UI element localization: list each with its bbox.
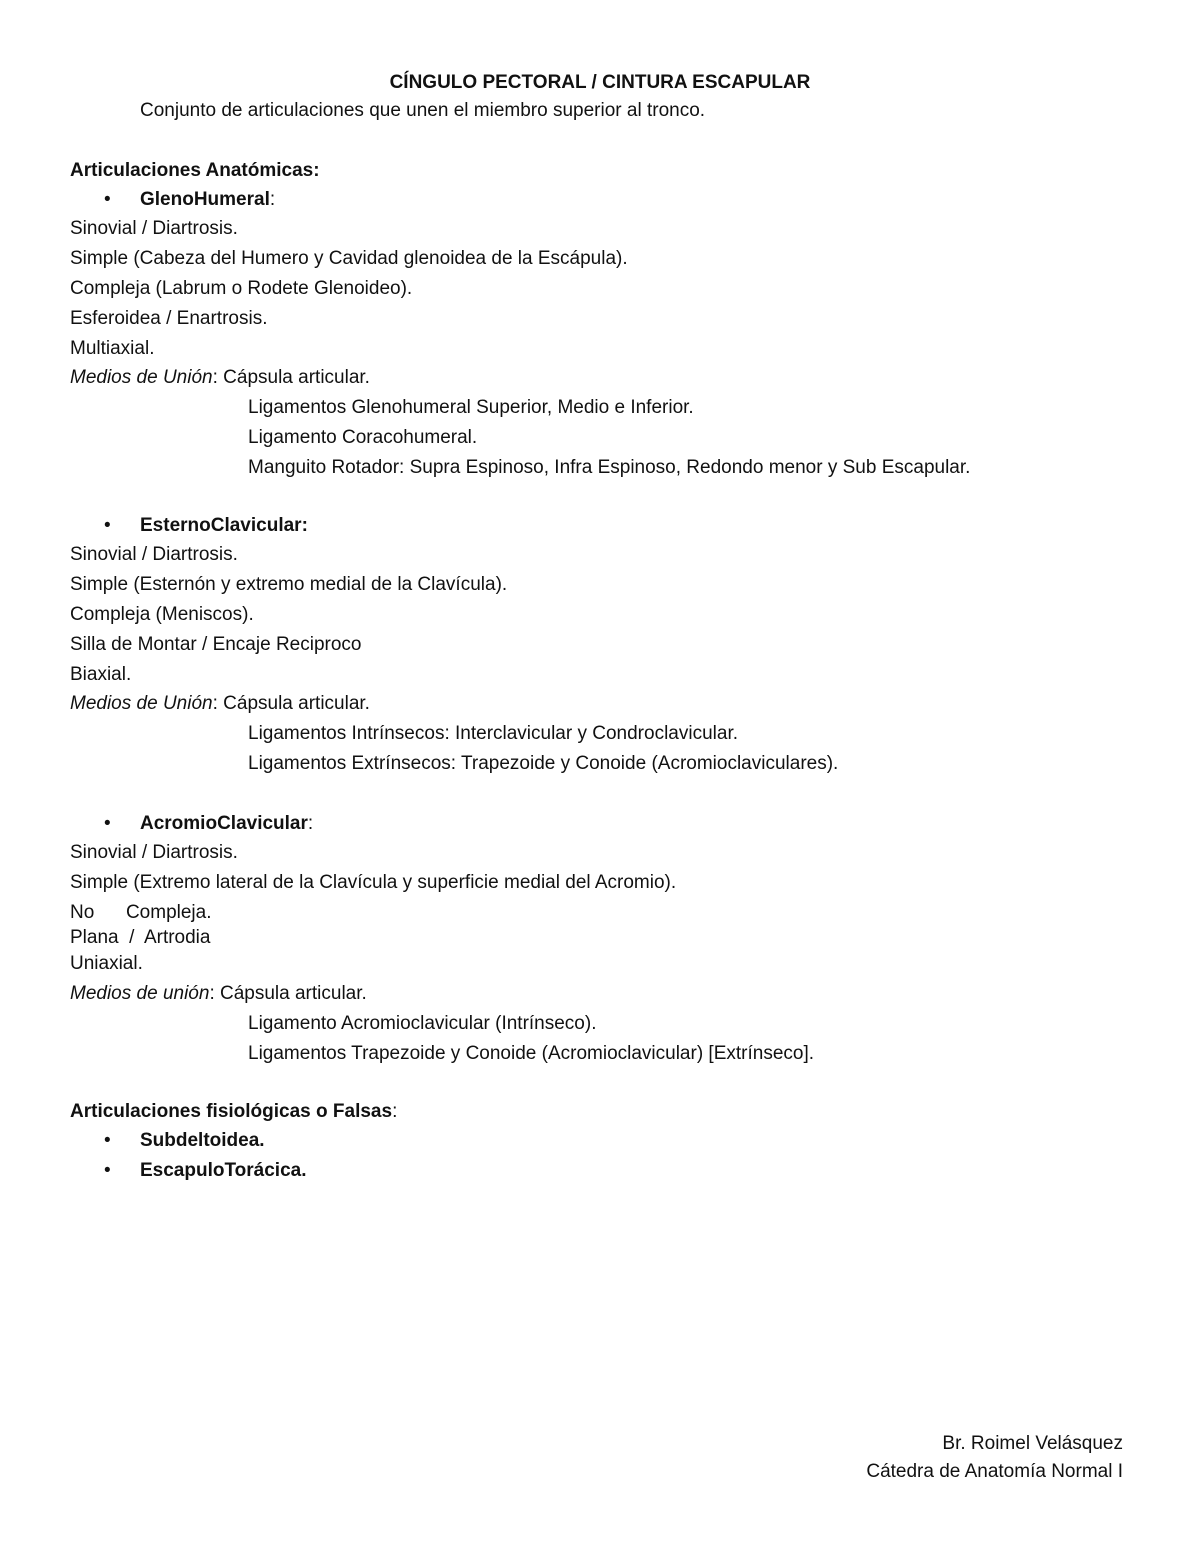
glenohumeral-line-3: Compleja (Labrum o Rodete Glenoideo). xyxy=(70,278,413,299)
glenohumeral-line-4: Esferoidea / Enartrosis. xyxy=(70,308,268,329)
colon: : xyxy=(269,189,276,210)
glenohumeral-line-5: Multiaxial. xyxy=(70,338,155,359)
esternoclavicular-line-5: Biaxial. xyxy=(70,664,132,685)
signature-name: Br. Roimel Velásquez xyxy=(942,1433,1123,1454)
glenohumeral-line-2: Simple (Cabeza del Humero y Cavidad glenoidea de la Escápula). xyxy=(70,248,628,269)
esternoclavicular-line-1: Sinovial / Diartrosis. xyxy=(70,544,238,565)
bullet-icon: • xyxy=(104,189,111,210)
acromioclavicular-line-5: Uniaxial. xyxy=(70,953,143,974)
medios-label: Medios de Unión xyxy=(70,693,213,714)
esternoclavicular-ligament-2: Ligamentos Extrínsecos: Trapezoide y Conoide (Acromioclaviculares). xyxy=(248,753,839,774)
fisiologica-item-1: Subdeltoidea. xyxy=(140,1130,265,1151)
esternoclavicular-line-4: Silla de Montar / Encaje Reciproco xyxy=(70,634,362,655)
glenohumeral-ligament-1: Ligamentos Glenohumeral Superior, Medio e Inferior. xyxy=(248,397,694,418)
esternoclavicular-line-2: Simple (Esternón y extremo medial de la Clavícula). xyxy=(70,574,508,595)
section-heading-fisiologicas xyxy=(70,1101,397,1123)
fisiologica-item-2: EscapuloTorácica. xyxy=(140,1160,307,1181)
document-subtitle: Conjunto de articulaciones que unen el miembro superior al tronco. xyxy=(140,100,706,121)
joint-name-acromioclavicular: AcromioClavicular xyxy=(140,813,308,834)
colon: : xyxy=(307,813,314,834)
medios-label: Medios de Unión xyxy=(70,367,213,388)
glenohumeral-ligament-2: Ligamento Coracohumeral. xyxy=(248,427,478,448)
bullet-icon: • xyxy=(104,813,111,834)
document-title: CÍNGULO PECTORAL / CINTURA ESCAPULAR xyxy=(389,72,811,93)
acromioclavicular-line-4: Plana / Artrodia xyxy=(70,927,211,948)
acromioclavicular-line-3: No Compleja. xyxy=(70,902,212,923)
glenohumeral-line-1: Sinovial / Diartrosis. xyxy=(70,218,238,239)
signature-department: Cátedra de Anatomía Normal I xyxy=(866,1461,1123,1482)
fisiologicas-heading-text: Articulaciones fisiológicas o Falsas xyxy=(70,1101,393,1122)
esternoclavicular-line-3: Compleja (Meniscos). xyxy=(70,604,254,625)
acromioclavicular-medios xyxy=(70,983,367,1005)
section-heading-anatomicas: Articulaciones Anatómicas: xyxy=(70,160,320,181)
joint-name-glenohumeral: GlenoHumeral xyxy=(140,189,270,210)
esternoclavicular-ligament-1: Ligamentos Intrínsecos: Interclavicular y Condroclavicular. xyxy=(248,723,739,744)
medios-text: : Cápsula articular. xyxy=(212,693,370,714)
acromioclavicular-ligament-1: Ligamento Acromioclavicular (Intrínseco). xyxy=(248,1013,597,1034)
bullet-icon: • xyxy=(104,1160,111,1181)
acromioclavicular-line-2: Simple (Extremo lateral de la Clavícula y superficie medial del Acromio). xyxy=(70,872,677,893)
esternoclavicular-medios xyxy=(70,693,370,715)
colon: : xyxy=(392,1101,398,1122)
medios-text: : Cápsula articular. xyxy=(212,367,370,388)
bullet-icon: • xyxy=(104,1130,111,1151)
joint-name-esternoclavicular: EsternoClavicular: xyxy=(140,515,308,536)
acromioclavicular-line-1: Sinovial / Diartrosis. xyxy=(70,842,238,863)
glenohumeral-ligament-3: Manguito Rotador: Supra Espinoso, Infra Espinoso, Redondo menor y Sub Escapular. xyxy=(248,457,971,478)
medios-label: Medios de unión xyxy=(70,983,210,1004)
medios-text: : Cápsula articular. xyxy=(209,983,367,1004)
glenohumeral-medios xyxy=(70,367,370,389)
bullet-icon: • xyxy=(104,515,111,536)
acromioclavicular-ligament-2: Ligamentos Trapezoide y Conoide (Acromioclavicular) [Extrínseco]. xyxy=(248,1043,815,1064)
